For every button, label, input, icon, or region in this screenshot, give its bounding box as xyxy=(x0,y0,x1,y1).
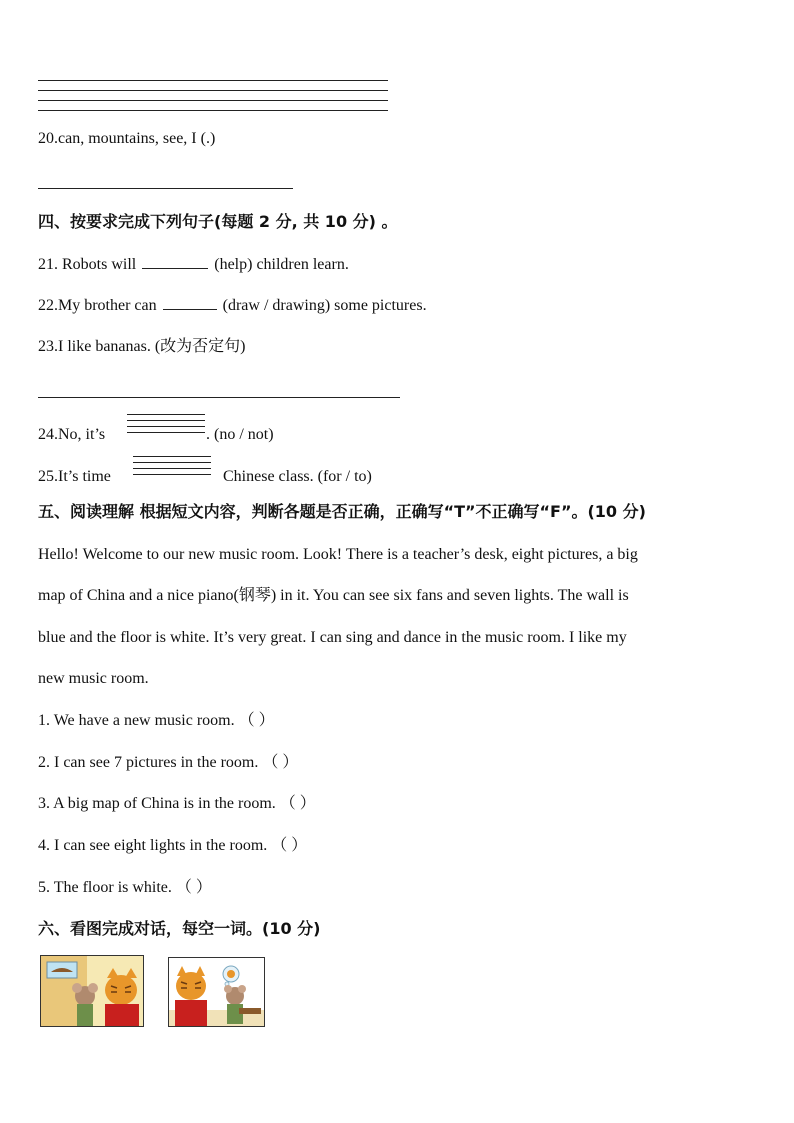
question-22 xyxy=(38,295,427,316)
question-21-end: (help) children learn. xyxy=(214,256,349,273)
judge-item-2: 2. I can see 7 pictures in the room. （ ） xyxy=(38,754,299,771)
question-24-start: 24.No, it’s xyxy=(38,426,106,443)
judge-item-5: 5. The floor is white. （ ） xyxy=(38,879,212,896)
judge-item-3: 3. A big map of China is in the room. （ ） xyxy=(38,795,316,812)
blank-22[interactable] xyxy=(163,295,217,310)
question-25-end: Chinese class. (for / to) xyxy=(223,468,372,485)
question-22-end: (draw / drawing) some pictures. xyxy=(222,297,427,314)
answer-line-23[interactable] xyxy=(38,397,400,398)
passage-line-1: Hello! Welcome to our new music room. Look! There is a teacher’s desk, eight pictures, a big xyxy=(38,546,638,563)
cartoon-picture-1 xyxy=(40,955,144,1027)
question-23: 23.I like bananas. (改为否定句) xyxy=(38,338,246,355)
judge-item-1: 1. We have a new music room. （ ） xyxy=(38,712,275,729)
question-24-end: . (no / not) xyxy=(206,426,274,443)
question-22-start: 22.My brother can xyxy=(38,297,157,314)
answer-line-20[interactable] xyxy=(38,188,293,189)
passage-line-4: new music room. xyxy=(38,670,149,687)
cartoon-tiger-mouse-bubble xyxy=(169,958,264,1026)
section-4-title: 四、按要求完成下列句子(每题 2 分, 共 10 分) 。 xyxy=(38,212,398,231)
blank-21[interactable] xyxy=(142,254,208,269)
question-21-start: 21. Robots will xyxy=(38,256,137,273)
blank-24[interactable] xyxy=(127,414,205,438)
judge-item-4: 4. I can see eight lights in the room. （ ） xyxy=(38,837,308,854)
answer-line-top-4 xyxy=(38,110,388,111)
passage-line-3: blue and the floor is white. It’s very great. I can sing and dance in the music room. I like my xyxy=(38,629,627,646)
cartoon-mouse-tiger-scene xyxy=(41,956,143,1026)
answer-lines-top xyxy=(38,80,388,110)
blank-25[interactable] xyxy=(133,456,211,480)
section-6-title: 六、看图完成对话，每空一词。(10 分) xyxy=(38,919,321,938)
section-5-title: 五、阅读理解 根据短文内容，判断各题是否正确，正确写“T”不正确写“F”。(10 分) xyxy=(38,502,646,521)
cartoon-picture-2 xyxy=(168,957,265,1027)
passage-line-2: map of China and a nice piano(钢琴) in it. You can see six fans and seven lights. The wall is xyxy=(38,587,629,604)
question-20: 20.can, mountains, see, I (.) xyxy=(38,130,216,147)
question-25-start: 25.It’s time xyxy=(38,468,111,485)
question-21 xyxy=(38,254,349,275)
